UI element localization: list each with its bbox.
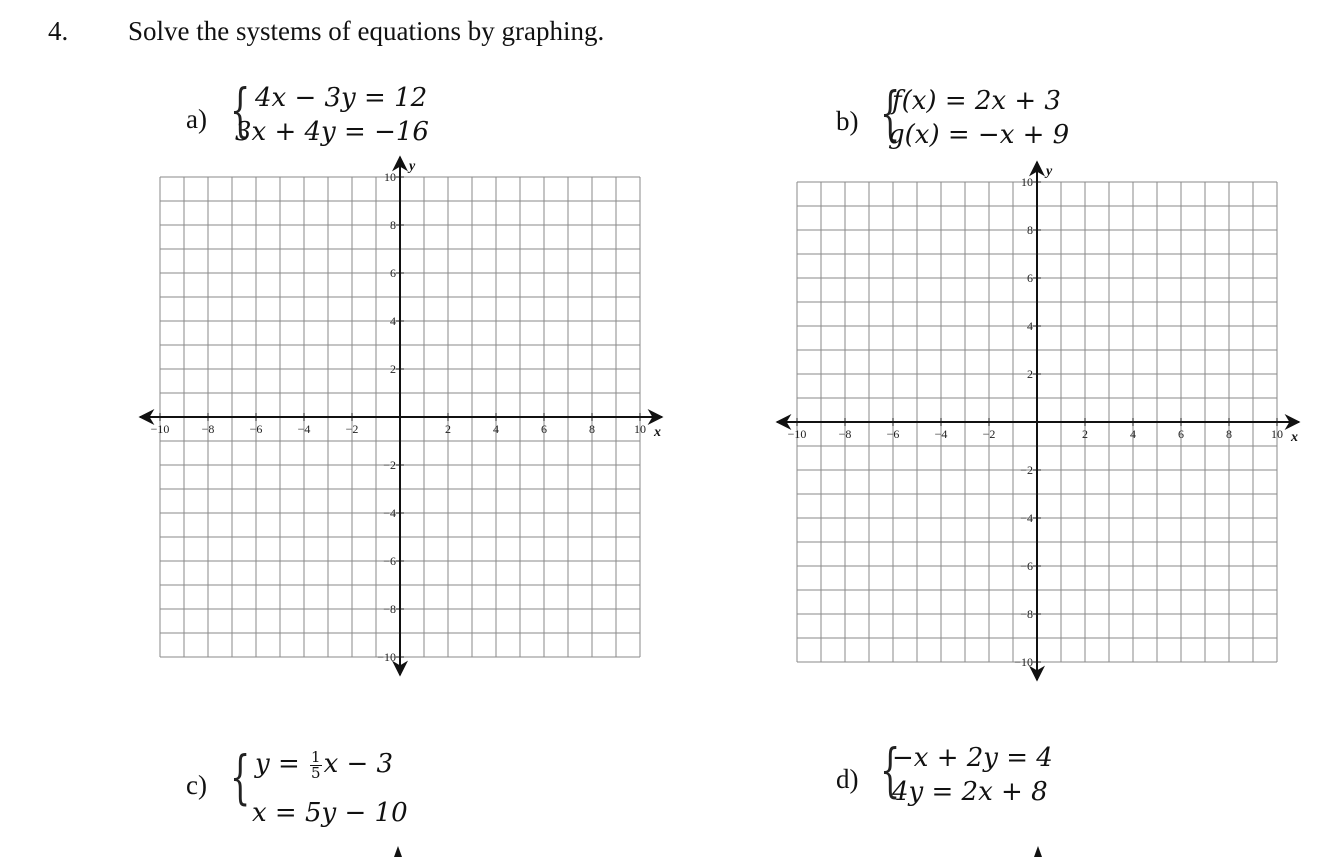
x-tick-label: −10 <box>787 427 807 441</box>
x-tick-label: 6 <box>541 422 547 436</box>
y-tick-label: 10 <box>384 170 396 184</box>
coordinate-grid-b[interactable] <box>777 162 1299 680</box>
y-tick-label: 2 <box>1027 367 1033 381</box>
problem-b-equation-2: g(x) = −x + 9 <box>888 120 1070 150</box>
y-axis-arrow-c <box>394 846 402 857</box>
y-tick-label: 4 <box>1027 319 1033 333</box>
y-axis-label: y <box>409 159 416 174</box>
y-tick-label: −8 <box>383 602 396 616</box>
x-tick-label: 8 <box>589 422 595 436</box>
problem-c-fraction-denominator: 5 <box>311 763 321 782</box>
y-tick-label: −10 <box>377 650 396 664</box>
y-tick-label: −2 <box>383 458 396 472</box>
problem-c-fraction-numerator: 1 <box>311 747 321 766</box>
problem-d-brace: { <box>880 736 901 804</box>
y-axis-arrow-d <box>1034 846 1042 857</box>
question-number: 4. <box>48 16 69 46</box>
x-tick-label: 10 <box>1271 427 1283 441</box>
y-tick-label: 8 <box>390 218 396 232</box>
y-tick-label: −4 <box>1020 511 1033 525</box>
x-tick-label: 4 <box>1130 427 1136 441</box>
problem-d-equation-2: 4y = 2x + 8 <box>892 777 1048 807</box>
x-tick-label: −4 <box>297 422 311 436</box>
problem-d-equation-1: −x + 2y = 4 <box>892 743 1053 773</box>
coordinate-grid-c-axis-top <box>394 846 402 857</box>
y-tick-label: 2 <box>390 362 396 376</box>
problem-a-label: a) <box>186 104 207 134</box>
problem-c-eq1-right: x − 3 <box>323 749 394 779</box>
coordinate-grid-d-axis-top <box>1034 846 1042 857</box>
y-tick-label: 6 <box>1027 271 1033 285</box>
problem-a-brace: { <box>230 76 251 144</box>
y-tick-label: −2 <box>1020 463 1033 477</box>
x-tick-label: 2 <box>445 422 451 436</box>
y-tick-label: −10 <box>1014 655 1033 669</box>
y-tick-label: 4 <box>390 314 396 328</box>
x-tick-label: 4 <box>493 422 499 436</box>
problem-b-brace: { <box>880 79 901 147</box>
x-axis-label: x <box>1291 430 1298 445</box>
problem-d-label: d) <box>836 764 859 794</box>
problem-c-eq1-left: y = <box>255 749 300 779</box>
y-tick-label: −6 <box>383 554 396 568</box>
problem-b-label: b) <box>836 106 859 136</box>
x-tick-label: −2 <box>982 427 996 441</box>
x-tick-label: −8 <box>838 427 852 441</box>
x-tick-label: −4 <box>934 427 948 441</box>
coordinate-grid-a[interactable] <box>140 157 662 675</box>
problem-a-equation-2: 3x + 4y = −16 <box>235 117 429 147</box>
x-tick-label: −10 <box>150 422 170 436</box>
y-tick-label: −6 <box>1020 559 1033 573</box>
y-tick-label: 8 <box>1027 223 1033 237</box>
x-tick-label: 10 <box>634 422 646 436</box>
x-tick-label: 8 <box>1226 427 1232 441</box>
problem-a-equation-1: 4x − 3y = 12 <box>255 83 428 113</box>
x-tick-label: 6 <box>1178 427 1184 441</box>
y-axis-label: y <box>1046 164 1053 179</box>
x-tick-label: −6 <box>886 427 900 441</box>
x-tick-label: −2 <box>345 422 359 436</box>
y-tick-label: 6 <box>390 266 396 280</box>
x-tick-label: −8 <box>201 422 215 436</box>
problem-c-equation-2: x = 5y − 10 <box>252 798 408 828</box>
x-axis-label: x <box>654 425 661 440</box>
x-tick-label: 2 <box>1082 427 1088 441</box>
y-tick-label: −4 <box>383 506 396 520</box>
question-prompt: Solve the systems of equations by graphing. <box>128 16 605 46</box>
problem-b-equation-1: f(x) = 2x + 3 <box>892 86 1061 116</box>
y-tick-label: 10 <box>1021 175 1033 189</box>
y-tick-label: −8 <box>1020 607 1033 621</box>
x-tick-label: −6 <box>249 422 263 436</box>
problem-c-brace: { <box>230 743 251 811</box>
problem-c-label: c) <box>186 770 207 800</box>
